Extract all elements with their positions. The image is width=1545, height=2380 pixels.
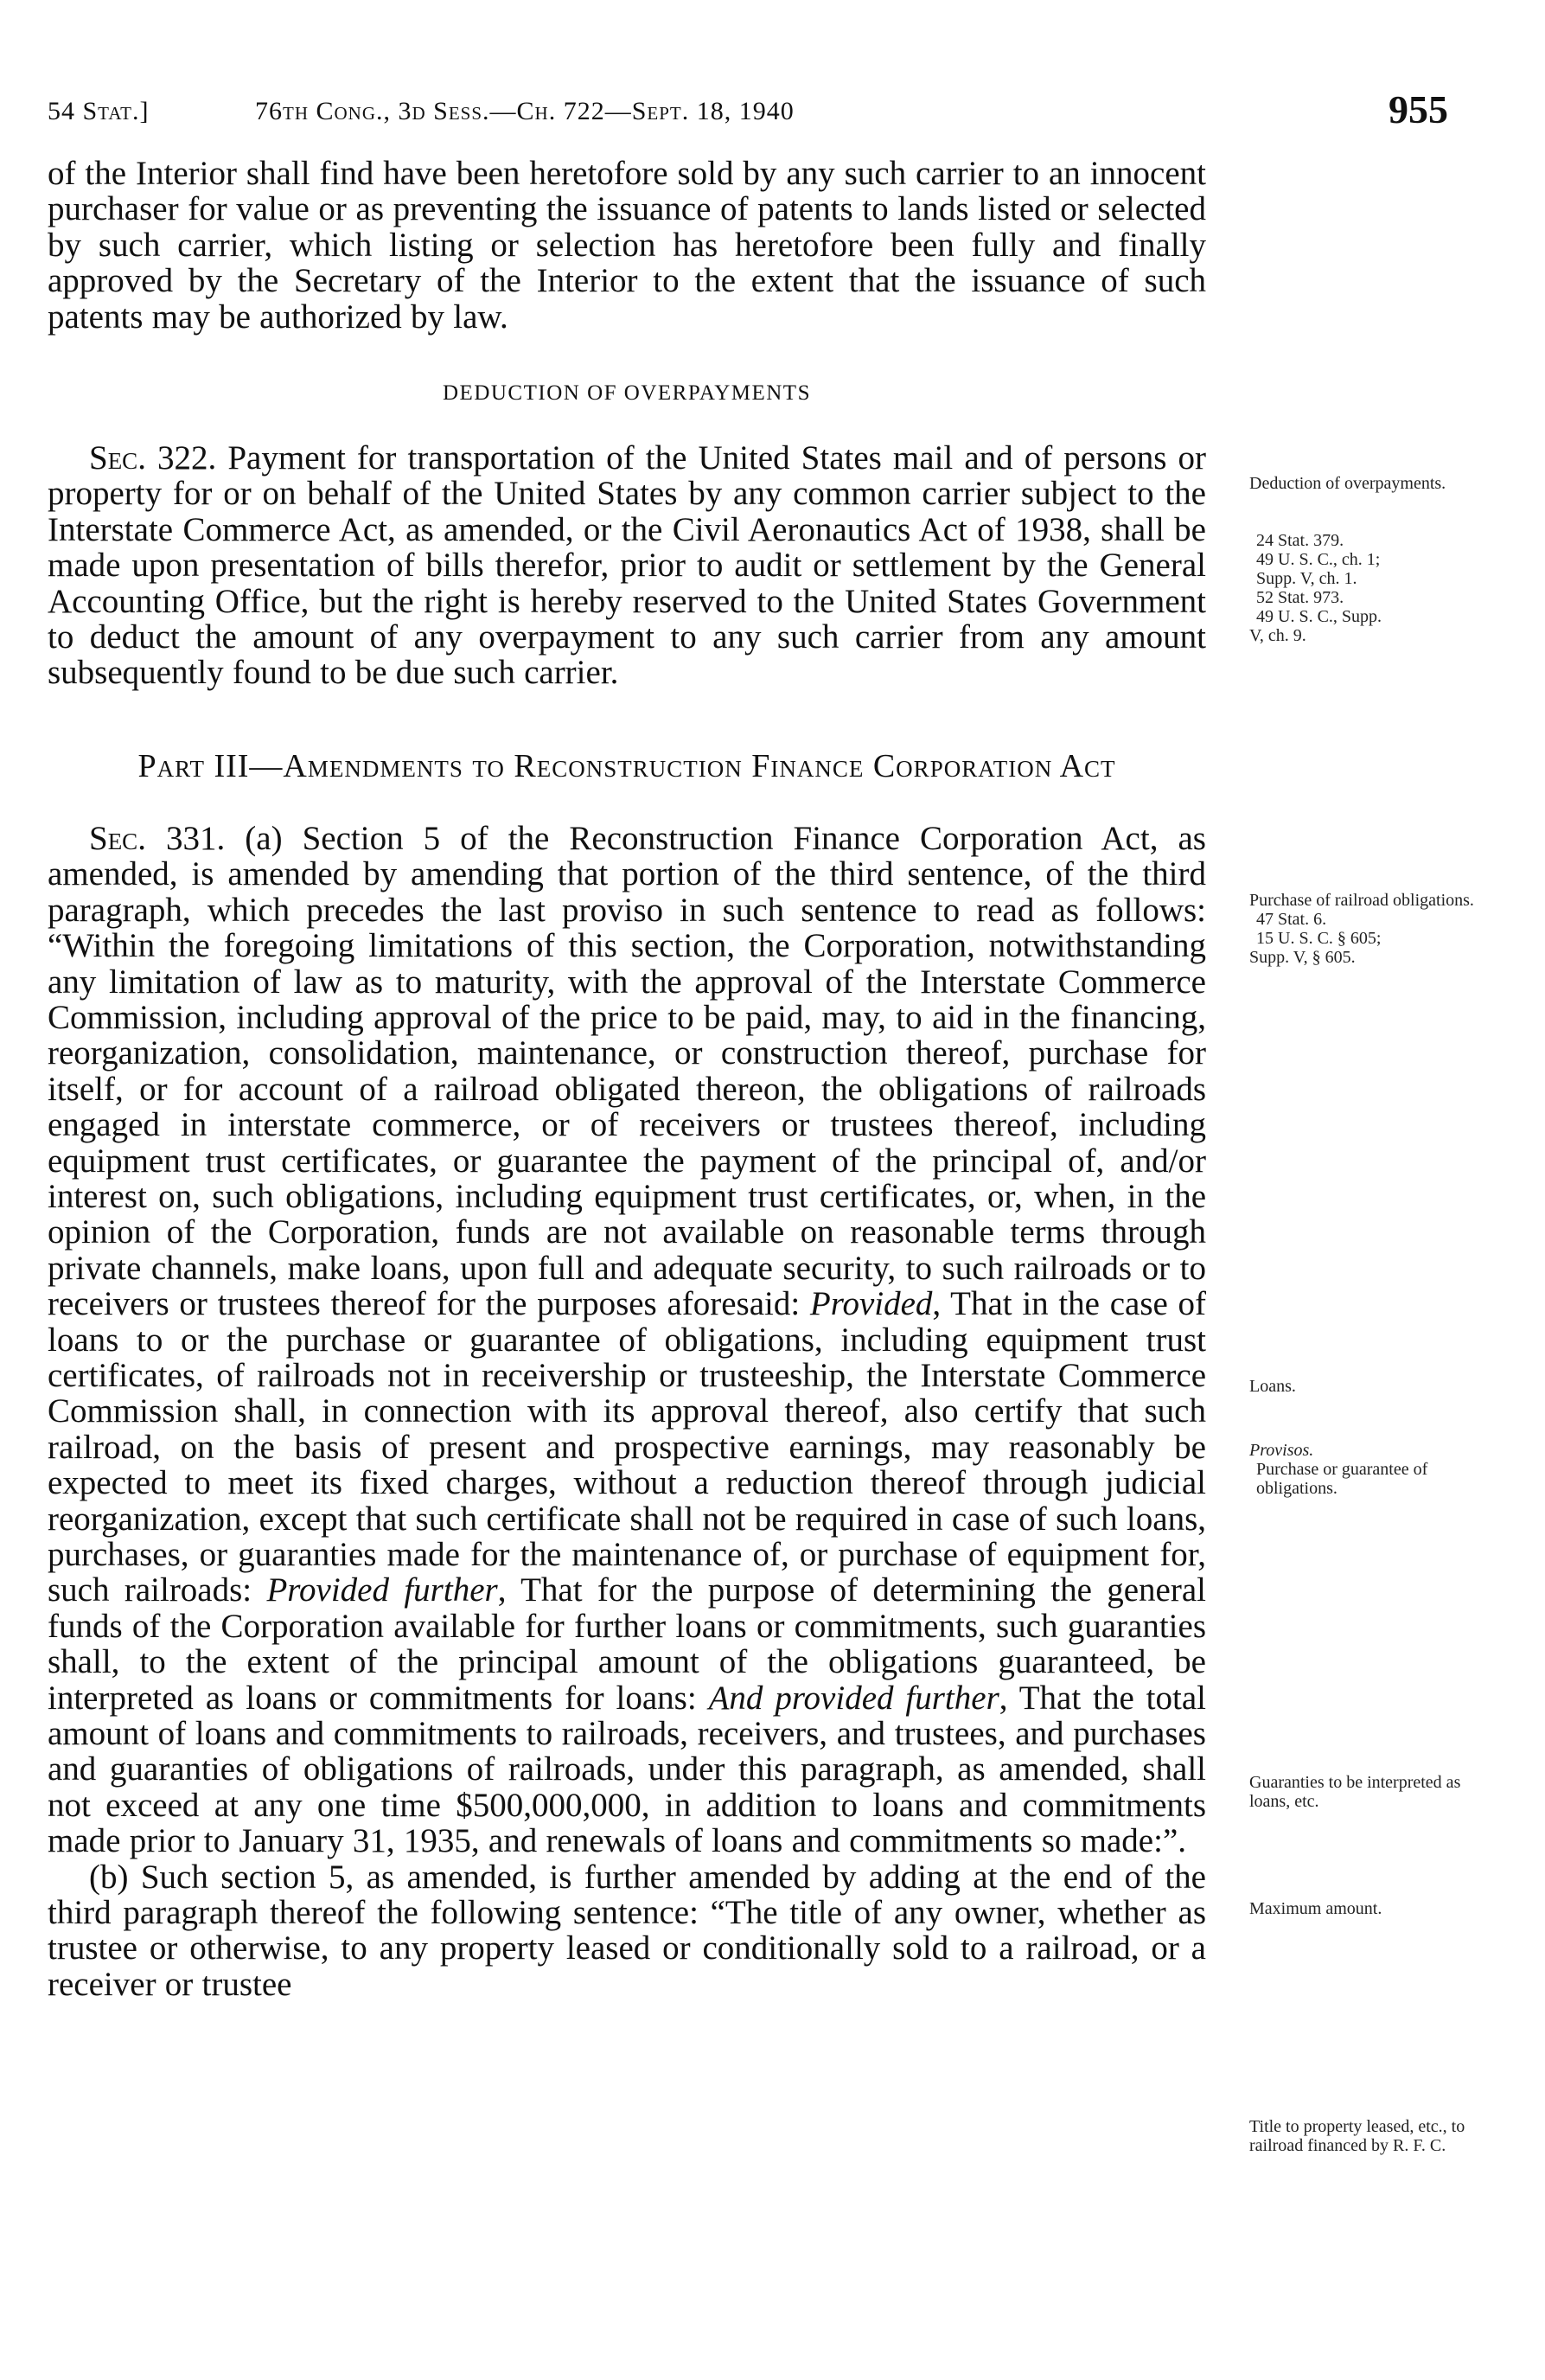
margin-ref: 49 U. S. C., Supp. — [1256, 607, 1382, 626]
margin-ref: Supp. V, § 605. — [1249, 948, 1356, 967]
margin-ref: V, ch. 9. — [1249, 626, 1306, 645]
continued-paragraph: of the Interior shall find have been heretofore sold by any such carrier to an innocent purchaser for value or as preventing the issuance of patents to lands listed or selected by such carrier, which listing or selection has heretofore been fully and finally approved by the Secretary of the Interior to the extent that the issuance of such patents may be authorized by law. — [48, 155, 1206, 336]
margin-note-guaranties: Guaranties to be interpreted as loans, etc. — [1249, 1773, 1461, 1811]
section-331-a-part3: , That for the purpose of determining the general funds of the Corporation available for further loans or commitments, such guaranties shall, to the extent of the principal amount of the obligations guaranteed, be interpreted as loans or commitments for loans: — [48, 1571, 1206, 1717]
margin-ref: 49 U. S. C., ch. 1; — [1256, 550, 1381, 569]
section-331-a-part2: , That in the case of loans to or the purchase or guarantee of obligations, including equipment trust certificates, of railroads not in receivership or trusteeship, the Interstate Commerce Commission shall, in connection with its approval thereof, also certify that such railroad, on the basis of present and prospective earnings, may reasonably be expected to meet its fixed charges, without a reduction thereof through judicial reorganization, except that such certificate shall not be required in case of such loans, purchases, or guaranties made for the maintenance of, or purchase of equipment for, such railroads: — [48, 1285, 1206, 1609]
proviso-provided: Provided — [809, 1285, 933, 1323]
section-331-a — [48, 821, 1206, 1859]
page-header — [48, 86, 1448, 138]
margin-note-purchase-guarantee: Purchase or guarantee of obligations. — [1256, 1460, 1428, 1498]
section-322-text: Payment for transportation of the United States mail and of persons or property for or on behalf of the United States by any common carrier subject to the Interstate Commerce Act, as amended, or the Civil Aeronautics Act of 1938, shall be made upon presentation of bills therefor, prior to audit or settlement by the General Accounting Office, but the right is hereby reserved to the United States Government to deduct the amount of any overpayment to any such carrier from any amount subsequently found to be due such carrier. — [48, 439, 1206, 692]
margin-note-deduction — [1249, 474, 1474, 493]
margin-note-title-property: Title to property leased, etc., to railroad financed by R. F. C. — [1249, 2117, 1465, 2155]
margin-note-maximum: Maximum amount. — [1249, 1899, 1382, 1918]
margin-note-deduction-title: Deduction of overpayments. — [1249, 474, 1446, 493]
part-heading: Part III—Amendments to Reconstruction Finance Corporation Act — [137, 747, 1116, 784]
margin-ref: Supp. V, ch. 1. — [1256, 569, 1357, 588]
margin-ref: 15 U. S. C. § 605; — [1256, 929, 1382, 948]
section-322 — [48, 440, 1206, 691]
section-caption: DEDUCTION OF OVERPAYMENTS — [443, 381, 811, 406]
margin-note-provisos-title: Provisos. — [1249, 1441, 1314, 1460]
margin-note-deduction-refs — [1249, 531, 1474, 645]
section-331-label: Sec. 331. — [89, 819, 226, 857]
session-line: 76th Cong., 3d Sess.—Ch. 722—Sept. 18, 1940 — [255, 97, 795, 125]
proviso-provided-further: Provided further — [266, 1571, 498, 1609]
section-331-a-part4: , That the total amount of loans and commitments to railroads, receivers, and trustees, and purchases and guaranties of obligations of railroads, under this paragraph, as amended, shall not exceed at any one time $500,000,000, in addition to loans and commitments made prior to January 31, 1935, and renewals of loans and commitments so made:”. — [48, 1679, 1206, 1860]
margin-note-loans: Loans. — [1249, 1377, 1296, 1396]
margin-ref: 52 Stat. 973. — [1256, 588, 1344, 607]
proviso-and-provided-further: And provided further — [708, 1679, 999, 1717]
margin-ref: 47 Stat. 6. — [1256, 910, 1327, 929]
margin-ref: 24 Stat. 379. — [1256, 531, 1344, 550]
margin-note-purchase — [1249, 891, 1474, 967]
page-number: 955 — [1389, 87, 1448, 131]
stat-citation: 54 Stat.] — [48, 97, 150, 125]
section-331-a-part1: (a) Section 5 of the Reconstruction Finance Corporation Act, as amended, is amended by amending that portion of the third sentence, of the third paragraph, which precedes the last proviso in such sentence to read as follows: “Within the foregoing limitations of this section, the Corporation, notwithstanding any limitation of law as to maturity, with the approval of the Interstate Commerce Commission, including approval of the price to be paid, may, to aid in the financing, reorganization, consolidation, maintenance, or construction thereof, purchase for itself, or for account of a railroad obligated thereon, the obligations of railroads engaged in interstate commerce, or of receivers or trustees thereof, including equipment trust certificates, or guarantee the payment of the principal of, and/or interest on, such obligations, including equipment trust certificates, or, when, in the opinion of the Corporation, funds are not available on reasonable terms through private channels, make loans, upon full and adequate security, to such railroads or to receivers or trustees thereof for the purposes aforesaid: — [48, 819, 1206, 1323]
section-322-label: Sec. 322. — [89, 439, 217, 477]
main-text — [48, 156, 1206, 2002]
margin-note-purchase-title: Purchase of railroad obligations. — [1249, 891, 1474, 910]
section-331-b: (b) Such section 5, as amended, is further amended by adding at the end of the third paragraph thereof the following sentence: “The title of any owner, whether as trustee or otherwise, to any property leased or conditionally sold to a railroad, or a receiver or trustee — [48, 1858, 1206, 2003]
margin-note-provisos — [1249, 1441, 1474, 1498]
